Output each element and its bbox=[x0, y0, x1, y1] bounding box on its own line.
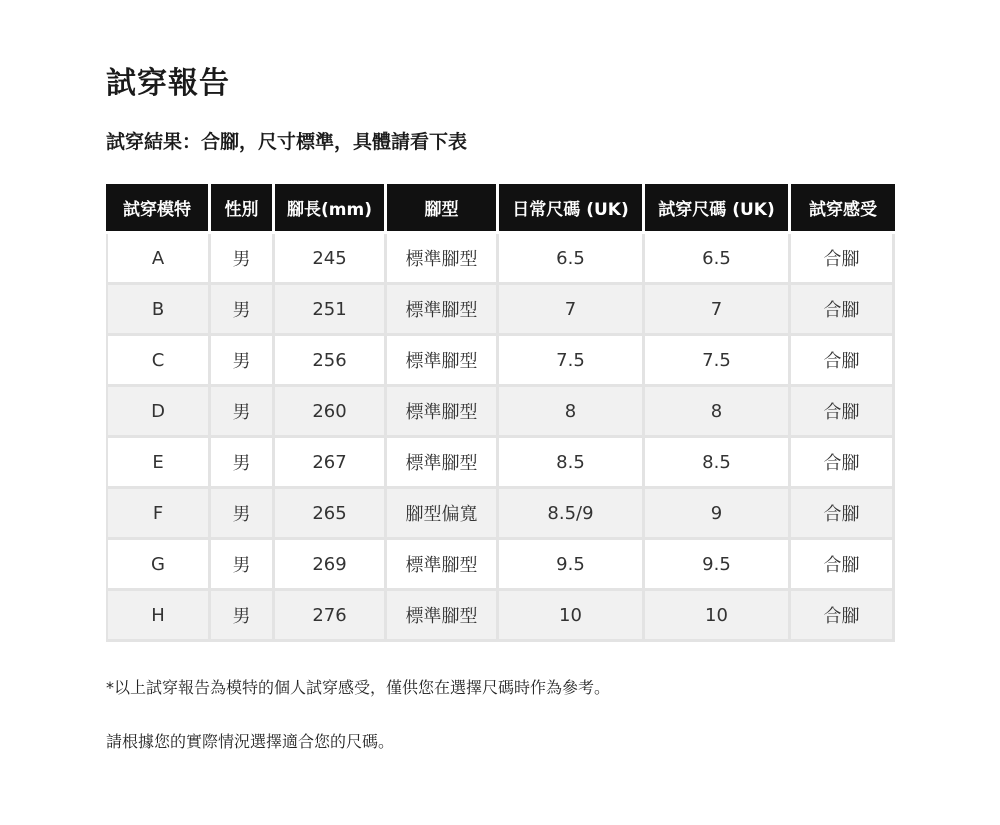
header-daily-size: 日常尺碼 (UK) bbox=[499, 184, 645, 234]
cell-trial-size: 7.5 bbox=[645, 336, 791, 387]
header-foot-length: 腳長(mm) bbox=[275, 184, 387, 234]
cell-foot-length: 269 bbox=[275, 540, 387, 591]
header-trial-size: 試穿尺碼 (UK) bbox=[645, 184, 791, 234]
cell-foot-type: 標準腳型 bbox=[387, 540, 499, 591]
cell-gender: 男 bbox=[211, 540, 275, 591]
fit-report-table bbox=[106, 184, 895, 642]
cell-foot-length: 267 bbox=[275, 438, 387, 489]
cell-feeling: 合腳 bbox=[791, 489, 895, 540]
cell-feeling: 合腳 bbox=[791, 234, 895, 285]
cell-trial-size: 7 bbox=[645, 285, 791, 336]
page-title: 試穿報告 bbox=[106, 66, 230, 101]
cell-model: E bbox=[106, 438, 211, 489]
cell-model: A bbox=[106, 234, 211, 285]
header-gender: 性別 bbox=[211, 184, 275, 234]
cell-foot-type: 腳型偏寬 bbox=[387, 489, 499, 540]
cell-feeling: 合腳 bbox=[791, 438, 895, 489]
cell-foot-length: 256 bbox=[275, 336, 387, 387]
cell-model: H bbox=[106, 591, 211, 642]
header-foot-type: 腳型 bbox=[387, 184, 499, 234]
cell-daily-size: 8 bbox=[499, 387, 645, 438]
cell-trial-size: 8 bbox=[645, 387, 791, 438]
cell-daily-size: 7 bbox=[499, 285, 645, 336]
cell-trial-size: 8.5 bbox=[645, 438, 791, 489]
fit-result-summary: 試穿結果：合腳，尺寸標準，具體請看下表 bbox=[106, 131, 468, 153]
disclaimer-note: *以上試穿報告為模特的個人試穿感受，僅供您在選擇尺碼時作為參考。 bbox=[106, 678, 611, 697]
table-row bbox=[106, 591, 895, 642]
cell-foot-length: 265 bbox=[275, 489, 387, 540]
cell-feeling: 合腳 bbox=[791, 336, 895, 387]
cell-feeling: 合腳 bbox=[791, 540, 895, 591]
cell-foot-type: 標準腳型 bbox=[387, 591, 499, 642]
table-row bbox=[106, 540, 895, 591]
cell-foot-length: 260 bbox=[275, 387, 387, 438]
cell-gender: 男 bbox=[211, 336, 275, 387]
cell-daily-size: 6.5 bbox=[499, 234, 645, 285]
cell-foot-type: 標準腳型 bbox=[387, 234, 499, 285]
table-header-row bbox=[106, 184, 895, 234]
cell-trial-size: 10 bbox=[645, 591, 791, 642]
cell-foot-length: 245 bbox=[275, 234, 387, 285]
table-row bbox=[106, 234, 895, 285]
cell-gender: 男 bbox=[211, 387, 275, 438]
cell-model: G bbox=[106, 540, 211, 591]
cell-trial-size: 9 bbox=[645, 489, 791, 540]
cell-feeling: 合腳 bbox=[791, 387, 895, 438]
cell-daily-size: 7.5 bbox=[499, 336, 645, 387]
table-row bbox=[106, 387, 895, 438]
cell-foot-length: 251 bbox=[275, 285, 387, 336]
cell-feeling: 合腳 bbox=[791, 285, 895, 336]
cell-foot-length: 276 bbox=[275, 591, 387, 642]
cell-daily-size: 8.5 bbox=[499, 438, 645, 489]
cell-gender: 男 bbox=[211, 591, 275, 642]
cell-trial-size: 6.5 bbox=[645, 234, 791, 285]
cell-gender: 男 bbox=[211, 285, 275, 336]
cell-gender: 男 bbox=[211, 234, 275, 285]
size-advice-note: 請根據您的實際情況選擇適合您的尺碼。 bbox=[106, 732, 395, 751]
header-model: 試穿模特 bbox=[106, 184, 211, 234]
cell-feeling: 合腳 bbox=[791, 591, 895, 642]
cell-gender: 男 bbox=[211, 489, 275, 540]
table-row bbox=[106, 336, 895, 387]
cell-model: C bbox=[106, 336, 211, 387]
cell-daily-size: 10 bbox=[499, 591, 645, 642]
cell-model: B bbox=[106, 285, 211, 336]
table-row bbox=[106, 285, 895, 336]
table-row bbox=[106, 489, 895, 540]
cell-daily-size: 9.5 bbox=[499, 540, 645, 591]
cell-foot-type: 標準腳型 bbox=[387, 336, 499, 387]
cell-trial-size: 9.5 bbox=[645, 540, 791, 591]
cell-foot-type: 標準腳型 bbox=[387, 285, 499, 336]
cell-daily-size: 8.5/9 bbox=[499, 489, 645, 540]
cell-gender: 男 bbox=[211, 438, 275, 489]
table-row bbox=[106, 438, 895, 489]
cell-model: F bbox=[106, 489, 211, 540]
header-feeling: 試穿感受 bbox=[791, 184, 895, 234]
cell-foot-type: 標準腳型 bbox=[387, 387, 499, 438]
cell-foot-type: 標準腳型 bbox=[387, 438, 499, 489]
cell-model: D bbox=[106, 387, 211, 438]
